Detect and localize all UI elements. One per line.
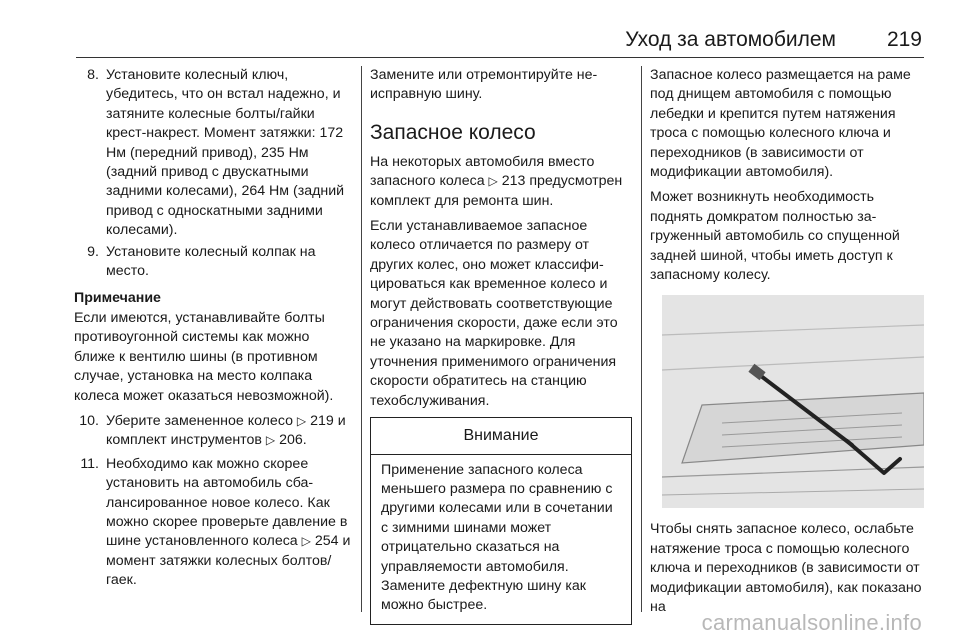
list-text-part: Необходимо как можно скорее установить на автомобиль сбалансированное новое колесо. Как можно скорее проверьте давление в шине установленного колеса bbox=[106, 455, 348, 550]
column-divider-2 bbox=[641, 66, 642, 612]
list-item-11 bbox=[74, 455, 352, 591]
intro-text: Замените или отремонтируйте неисправную шину. bbox=[370, 67, 598, 103]
page-reference[interactable]: 254 bbox=[314, 533, 339, 550]
list-text-part: Уберите замененное колесо bbox=[106, 412, 293, 429]
list-text-part: и момент затяжки колесных болтов/гаек. bbox=[106, 533, 351, 589]
arrow-right-icon: ▷ bbox=[265, 433, 276, 448]
column-divider-1 bbox=[361, 66, 362, 612]
list-item-10 bbox=[74, 412, 352, 451]
paragraph: Запасное колесо размещается на раме под днищем автомобиля с помощью лебедки и крепится путем натяжения троса с помощью колесного ключа и переходников (в зависимости от модификации автомобиля). bbox=[650, 67, 911, 181]
list-text: Установите колесный ключ, убедитесь, что он встал надежно, и затяните колесные болты/гайки крест-накрест. Момент затяжки: 172 Нм (передний привод), 235 Нм (задний привод с двускатными задними колесами), 264 Нм (задний привод с односкатными задними колесами). bbox=[106, 67, 345, 239]
paragraph bbox=[370, 153, 632, 211]
list-number: 9. bbox=[87, 243, 99, 260]
warning-text: Применение запасного колеса меньшего размера по сравнению с другими колесами или в сочетании с зимними шинами может отрицательно сказаться на управляемости автомобиля. Замените дефектную шину как можно быстрее. bbox=[381, 461, 613, 614]
paragraph-part: На некоторых автомобиля вместо запасного колеса bbox=[370, 153, 595, 190]
page-header bbox=[0, 28, 960, 68]
page-reference[interactable]: 206. bbox=[279, 432, 307, 449]
page-reference[interactable]: 219 bbox=[310, 412, 334, 429]
list-item-9 bbox=[74, 243, 352, 282]
list-number: 11. bbox=[80, 455, 99, 472]
watermark-text: carmanualsonline.info bbox=[701, 610, 922, 635]
arrow-right-icon: ▷ bbox=[301, 534, 311, 549]
wheel-key-drawing bbox=[662, 295, 924, 508]
header-divider bbox=[76, 57, 924, 58]
arrow-right-icon: ▷ bbox=[296, 413, 307, 428]
list-text bbox=[106, 412, 352, 451]
warning-title: Внимание bbox=[371, 418, 631, 454]
column-2 bbox=[370, 66, 632, 625]
page-number: 219 bbox=[886, 28, 922, 51]
column-1 bbox=[74, 66, 352, 593]
spare-wheel-illustration bbox=[662, 295, 924, 508]
paragraph-part: предусмотрен комплект для ремонта шин. bbox=[370, 173, 623, 209]
note-text: Если имеются, устанавливайте болты противоугонной системы как можно ближе к вентилю шины (в противном случае, установка на место колпака колеса может оказаться невозможной). bbox=[74, 309, 334, 404]
paragraph: Если устанавливаемое запасное колесо отличается по размеру от других колес, оно может классифицироваться как временное колесо и могут действовать соответствующие ограничения скорости, даже если это не указано на маркировке. Для уточнения применимого ограничения скорости обратитесь на станцию техобслуживания. bbox=[370, 218, 618, 409]
warning-box bbox=[370, 417, 632, 625]
list-number: 8. bbox=[87, 67, 99, 83]
list-text bbox=[106, 455, 352, 591]
page-title: Уход за автомобилем bbox=[625, 28, 836, 51]
column-3 bbox=[650, 66, 928, 624]
list-number: 10. bbox=[79, 412, 99, 429]
list-item-8 bbox=[74, 66, 352, 241]
section-title: Запасное колесо bbox=[370, 120, 536, 144]
note-title: Примечание bbox=[74, 290, 161, 307]
arrow-right-icon: ▷ bbox=[488, 174, 498, 189]
paragraph: Чтобы снять запасное колесо, ослабьте натяжение троса с помощью колесного ключа и переходников (в зависимости от модификации автомобиля), как показано на bbox=[650, 521, 922, 616]
list-text-part: и комплект инструментов bbox=[106, 412, 346, 449]
paragraph: Может возникнуть необходимость поднять домкратом полностью загруженный автомобиль со спущенной задней шиной, чтобы иметь доступ к запасному колесу. bbox=[650, 189, 900, 284]
list-text: Установите колесный колпак на место. bbox=[106, 243, 316, 280]
page-reference[interactable]: 213 bbox=[501, 173, 526, 190]
